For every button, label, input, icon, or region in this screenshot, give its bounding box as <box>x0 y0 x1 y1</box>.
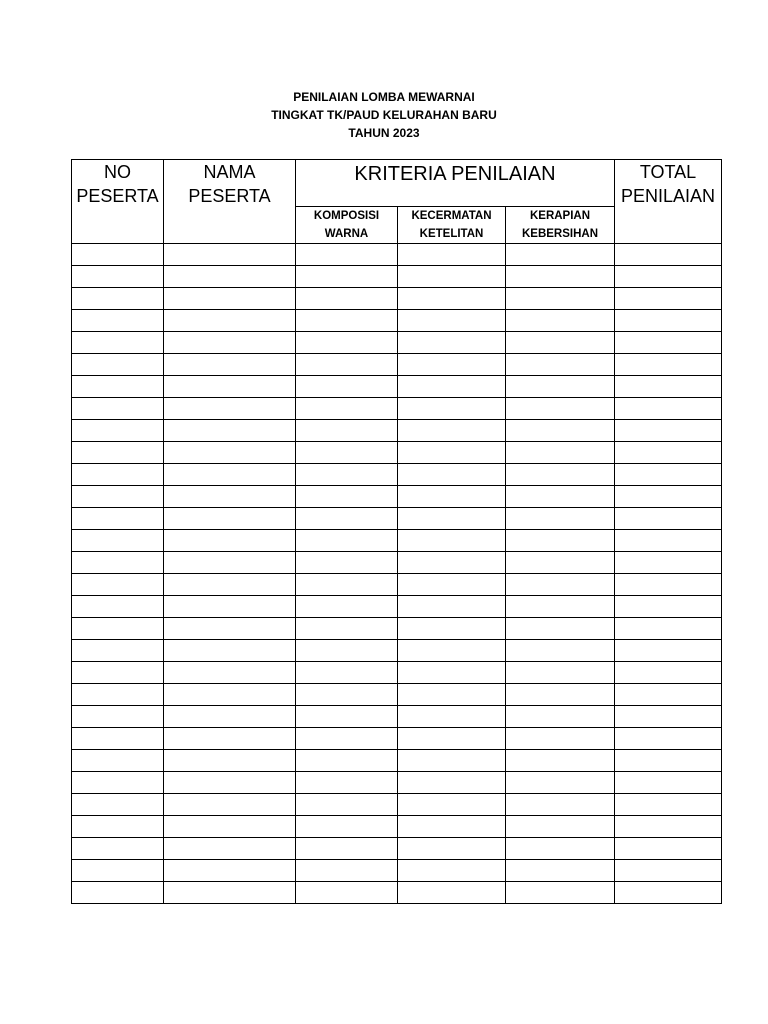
table-row <box>72 332 722 354</box>
cell-nama-peserta[interactable] <box>164 530 296 552</box>
table-row <box>72 442 722 464</box>
table-row <box>72 508 722 530</box>
cell-kecermatan-ketelitan[interactable] <box>398 420 506 442</box>
cell-kerapian-kebersihan[interactable] <box>506 750 615 772</box>
cell-total-penilaian[interactable] <box>615 574 722 596</box>
cell-komposisi-warna[interactable] <box>296 640 398 662</box>
cell-kerapian-kebersihan[interactable] <box>506 816 615 838</box>
cell-no-peserta[interactable] <box>72 838 164 860</box>
cell-kecermatan-ketelitan[interactable] <box>398 684 506 706</box>
cell-nama-peserta[interactable] <box>164 772 296 794</box>
cell-kecermatan-ketelitan[interactable] <box>398 816 506 838</box>
cell-total-penilaian[interactable] <box>615 706 722 728</box>
cell-kecermatan-ketelitan[interactable] <box>398 750 506 772</box>
cell-komposisi-warna[interactable] <box>296 596 398 618</box>
cell-kecermatan-ketelitan[interactable] <box>398 530 506 552</box>
header-kriteria-penilaian: KRITERIA PENILAIAN <box>296 160 615 207</box>
table-row <box>72 398 722 420</box>
table-row <box>72 596 722 618</box>
cell-total-penilaian[interactable] <box>615 728 722 750</box>
cell-no-peserta[interactable] <box>72 420 164 442</box>
cell-total-penilaian[interactable] <box>615 310 722 332</box>
cell-kerapian-kebersihan[interactable] <box>506 662 615 684</box>
cell-total-penilaian[interactable] <box>615 684 722 706</box>
cell-kecermatan-ketelitan[interactable] <box>398 332 506 354</box>
cell-komposisi-warna[interactable] <box>296 332 398 354</box>
cell-total-penilaian[interactable] <box>615 530 722 552</box>
cell-kerapian-kebersihan[interactable] <box>506 310 615 332</box>
cell-kecermatan-ketelitan[interactable] <box>398 552 506 574</box>
cell-no-peserta[interactable] <box>72 596 164 618</box>
cell-kerapian-kebersihan[interactable] <box>506 398 615 420</box>
cell-no-peserta[interactable] <box>72 640 164 662</box>
cell-komposisi-warna[interactable] <box>296 816 398 838</box>
cell-komposisi-warna[interactable] <box>296 266 398 288</box>
cell-kecermatan-ketelitan[interactable] <box>398 838 506 860</box>
header-nama-line2: PESERTA <box>188 186 271 206</box>
table-row <box>72 376 722 398</box>
document-title: PENILAIAN LOMBA MEWARNAI <box>293 90 475 104</box>
cell-kecermatan-ketelitan[interactable] <box>398 882 506 904</box>
cell-nama-peserta[interactable] <box>164 508 296 530</box>
criteria-label-line1: KOMPOSISI <box>313 210 380 222</box>
document-header <box>0 88 768 142</box>
cell-total-penilaian[interactable] <box>615 750 722 772</box>
criteria-komposisi-warna <box>296 207 398 244</box>
cell-kerapian-kebersihan[interactable] <box>506 332 615 354</box>
cell-komposisi-warna[interactable] <box>296 508 398 530</box>
cell-kerapian-kebersihan[interactable] <box>506 706 615 728</box>
cell-no-peserta[interactable] <box>72 376 164 398</box>
cell-kerapian-kebersihan[interactable] <box>506 838 615 860</box>
cell-nama-peserta[interactable] <box>164 376 296 398</box>
cell-kerapian-kebersihan[interactable] <box>506 266 615 288</box>
table-row <box>72 420 722 442</box>
cell-kecermatan-ketelitan[interactable] <box>398 310 506 332</box>
cell-nama-peserta[interactable] <box>164 860 296 882</box>
cell-komposisi-warna[interactable] <box>296 728 398 750</box>
cell-kecermatan-ketelitan[interactable] <box>398 464 506 486</box>
cell-nama-peserta[interactable] <box>164 288 296 310</box>
table-row <box>72 266 722 288</box>
cell-nama-peserta[interactable] <box>164 486 296 508</box>
cell-kecermatan-ketelitan[interactable] <box>398 772 506 794</box>
cell-komposisi-warna[interactable] <box>296 750 398 772</box>
cell-no-peserta[interactable] <box>72 772 164 794</box>
cell-total-penilaian[interactable] <box>615 288 722 310</box>
cell-komposisi-warna[interactable] <box>296 244 398 266</box>
criteria-label-line2: KEBERSIHAN <box>521 228 599 240</box>
cell-total-penilaian[interactable] <box>615 860 722 882</box>
cell-kerapian-kebersihan[interactable] <box>506 420 615 442</box>
cell-no-peserta[interactable] <box>72 662 164 684</box>
cell-nama-peserta[interactable] <box>164 750 296 772</box>
cell-komposisi-warna[interactable] <box>296 860 398 882</box>
cell-nama-peserta[interactable] <box>164 662 296 684</box>
cell-no-peserta[interactable] <box>72 442 164 464</box>
cell-no-peserta[interactable] <box>72 288 164 310</box>
cell-kerapian-kebersihan[interactable] <box>506 618 615 640</box>
cell-kecermatan-ketelitan[interactable] <box>398 640 506 662</box>
table-body <box>72 244 722 904</box>
cell-kerapian-kebersihan[interactable] <box>506 684 615 706</box>
cell-kerapian-kebersihan[interactable] <box>506 354 615 376</box>
cell-total-penilaian[interactable] <box>615 640 722 662</box>
cell-nama-peserta[interactable] <box>164 464 296 486</box>
cell-nama-peserta[interactable] <box>164 882 296 904</box>
cell-komposisi-warna[interactable] <box>296 420 398 442</box>
cell-kecermatan-ketelitan[interactable] <box>398 288 506 310</box>
cell-kecermatan-ketelitan[interactable] <box>398 266 506 288</box>
cell-nama-peserta[interactable] <box>164 354 296 376</box>
cell-kecermatan-ketelitan[interactable] <box>398 728 506 750</box>
cell-no-peserta[interactable] <box>72 354 164 376</box>
cell-nama-peserta[interactable] <box>164 398 296 420</box>
cell-kerapian-kebersihan[interactable] <box>506 794 615 816</box>
cell-total-penilaian[interactable] <box>615 662 722 684</box>
cell-nama-peserta[interactable] <box>164 838 296 860</box>
cell-no-peserta[interactable] <box>72 508 164 530</box>
cell-total-penilaian[interactable] <box>615 398 722 420</box>
table-row <box>72 244 722 266</box>
cell-kecermatan-ketelitan[interactable] <box>398 794 506 816</box>
table-row <box>72 750 722 772</box>
cell-no-peserta[interactable] <box>72 860 164 882</box>
score-table <box>71 159 722 904</box>
cell-total-penilaian[interactable] <box>615 772 722 794</box>
table-row <box>72 838 722 860</box>
criteria-kerapian-kebersihan <box>506 207 615 244</box>
cell-no-peserta[interactable] <box>72 684 164 706</box>
cell-nama-peserta[interactable] <box>164 442 296 464</box>
cell-komposisi-warna[interactable] <box>296 354 398 376</box>
cell-no-peserta[interactable] <box>72 244 164 266</box>
cell-kerapian-kebersihan[interactable] <box>506 508 615 530</box>
cell-no-peserta[interactable] <box>72 398 164 420</box>
cell-komposisi-warna[interactable] <box>296 574 398 596</box>
cell-kecermatan-ketelitan[interactable] <box>398 376 506 398</box>
cell-nama-peserta[interactable] <box>164 266 296 288</box>
cell-total-penilaian[interactable] <box>615 618 722 640</box>
cell-kerapian-kebersihan[interactable] <box>506 442 615 464</box>
cell-kecermatan-ketelitan[interactable] <box>398 398 506 420</box>
cell-kerapian-kebersihan[interactable] <box>506 860 615 882</box>
header-nama-line1: NAMA <box>203 162 256 182</box>
cell-no-peserta[interactable] <box>72 618 164 640</box>
cell-total-penilaian[interactable] <box>615 442 722 464</box>
header-no-peserta <box>72 160 164 244</box>
cell-total-penilaian[interactable] <box>615 816 722 838</box>
cell-total-penilaian[interactable] <box>615 376 722 398</box>
cell-nama-peserta[interactable] <box>164 574 296 596</box>
cell-no-peserta[interactable] <box>72 530 164 552</box>
cell-komposisi-warna[interactable] <box>296 310 398 332</box>
criteria-kecermatan-ketelitan <box>398 207 506 244</box>
cell-kerapian-kebersihan[interactable] <box>506 574 615 596</box>
cell-kerapian-kebersihan[interactable] <box>506 882 615 904</box>
table-row <box>72 574 722 596</box>
cell-total-penilaian[interactable] <box>615 882 722 904</box>
table-row <box>72 288 722 310</box>
cell-kerapian-kebersihan[interactable] <box>506 486 615 508</box>
cell-kerapian-kebersihan[interactable] <box>506 464 615 486</box>
cell-no-peserta[interactable] <box>72 552 164 574</box>
table-row <box>72 794 722 816</box>
cell-no-peserta[interactable] <box>72 464 164 486</box>
cell-nama-peserta[interactable] <box>164 420 296 442</box>
cell-total-penilaian[interactable] <box>615 838 722 860</box>
cell-total-penilaian[interactable] <box>615 420 722 442</box>
cell-kecermatan-ketelitan[interactable] <box>398 574 506 596</box>
cell-komposisi-warna[interactable] <box>296 464 398 486</box>
cell-nama-peserta[interactable] <box>164 684 296 706</box>
cell-nama-peserta[interactable] <box>164 552 296 574</box>
cell-kerapian-kebersihan[interactable] <box>506 772 615 794</box>
cell-total-penilaian[interactable] <box>615 508 722 530</box>
cell-kecermatan-ketelitan[interactable] <box>398 618 506 640</box>
cell-nama-peserta[interactable] <box>164 640 296 662</box>
header-total-line1: TOTAL <box>639 162 697 182</box>
cell-komposisi-warna[interactable] <box>296 706 398 728</box>
cell-kerapian-kebersihan[interactable] <box>506 640 615 662</box>
cell-kecermatan-ketelitan[interactable] <box>398 596 506 618</box>
cell-no-peserta[interactable] <box>72 486 164 508</box>
cell-total-penilaian[interactable] <box>615 464 722 486</box>
cell-no-peserta[interactable] <box>72 574 164 596</box>
cell-nama-peserta[interactable] <box>164 794 296 816</box>
cell-total-penilaian[interactable] <box>615 486 722 508</box>
table-row <box>72 618 722 640</box>
header-nama-peserta <box>164 160 296 244</box>
cell-total-penilaian[interactable] <box>615 354 722 376</box>
table-row <box>72 310 722 332</box>
cell-kecermatan-ketelitan[interactable] <box>398 442 506 464</box>
cell-total-penilaian[interactable] <box>615 332 722 354</box>
cell-komposisi-warna[interactable] <box>296 398 398 420</box>
document-year: TAHUN 2023 <box>348 126 420 140</box>
cell-komposisi-warna[interactable] <box>296 772 398 794</box>
table-row <box>72 464 722 486</box>
table-row <box>72 860 722 882</box>
table-row <box>72 662 722 684</box>
table-row <box>72 882 722 904</box>
cell-kecermatan-ketelitan[interactable] <box>398 860 506 882</box>
cell-total-penilaian[interactable] <box>615 552 722 574</box>
cell-no-peserta[interactable] <box>72 332 164 354</box>
cell-total-penilaian[interactable] <box>615 244 722 266</box>
cell-komposisi-warna[interactable] <box>296 662 398 684</box>
cell-nama-peserta[interactable] <box>164 618 296 640</box>
table-row <box>72 728 722 750</box>
table-row <box>72 640 722 662</box>
table-row <box>72 772 722 794</box>
cell-no-peserta[interactable] <box>72 794 164 816</box>
criteria-label-line1: KECERMATAN <box>411 210 492 222</box>
cell-no-peserta[interactable] <box>72 816 164 838</box>
table-header-row <box>72 160 722 207</box>
document-subtitle: TINGKAT TK/PAUD KELURAHAN BARU <box>271 108 497 122</box>
cell-kerapian-kebersihan[interactable] <box>506 728 615 750</box>
cell-kerapian-kebersihan[interactable] <box>506 288 615 310</box>
header-total-line2: PENILAIAN <box>620 186 716 206</box>
cell-nama-peserta[interactable] <box>164 816 296 838</box>
cell-kecermatan-ketelitan[interactable] <box>398 486 506 508</box>
cell-nama-peserta[interactable] <box>164 310 296 332</box>
cell-komposisi-warna[interactable] <box>296 882 398 904</box>
cell-komposisi-warna[interactable] <box>296 530 398 552</box>
cell-no-peserta[interactable] <box>72 310 164 332</box>
cell-no-peserta[interactable] <box>72 266 164 288</box>
header-no-line1: NO <box>104 162 131 182</box>
cell-nama-peserta[interactable] <box>164 244 296 266</box>
cell-kerapian-kebersihan[interactable] <box>506 596 615 618</box>
cell-komposisi-warna[interactable] <box>296 552 398 574</box>
cell-nama-peserta[interactable] <box>164 596 296 618</box>
table-row <box>72 816 722 838</box>
cell-nama-peserta[interactable] <box>164 332 296 354</box>
table-row <box>72 486 722 508</box>
cell-no-peserta[interactable] <box>72 728 164 750</box>
cell-kerapian-kebersihan[interactable] <box>506 376 615 398</box>
cell-no-peserta[interactable] <box>72 706 164 728</box>
table-row <box>72 706 722 728</box>
cell-komposisi-warna[interactable] <box>296 442 398 464</box>
cell-kecermatan-ketelitan[interactable] <box>398 244 506 266</box>
cell-kecermatan-ketelitan[interactable] <box>398 508 506 530</box>
criteria-label-line2: WARNA <box>324 228 369 240</box>
header-total-penilaian <box>615 160 722 244</box>
cell-nama-peserta[interactable] <box>164 728 296 750</box>
cell-total-penilaian[interactable] <box>615 794 722 816</box>
cell-nama-peserta[interactable] <box>164 706 296 728</box>
table-row <box>72 684 722 706</box>
table-row <box>72 354 722 376</box>
cell-no-peserta[interactable] <box>72 750 164 772</box>
cell-kerapian-kebersihan[interactable] <box>506 530 615 552</box>
cell-komposisi-warna[interactable] <box>296 838 398 860</box>
cell-komposisi-warna[interactable] <box>296 618 398 640</box>
cell-kerapian-kebersihan[interactable] <box>506 244 615 266</box>
cell-total-penilaian[interactable] <box>615 266 722 288</box>
cell-komposisi-warna[interactable] <box>296 288 398 310</box>
cell-kecermatan-ketelitan[interactable] <box>398 662 506 684</box>
header-no-line2: PESERTA <box>76 186 159 206</box>
table-row <box>72 530 722 552</box>
cell-kerapian-kebersihan[interactable] <box>506 552 615 574</box>
cell-total-penilaian[interactable] <box>615 596 722 618</box>
table-row <box>72 552 722 574</box>
cell-komposisi-warna[interactable] <box>296 684 398 706</box>
cell-no-peserta[interactable] <box>72 882 164 904</box>
cell-komposisi-warna[interactable] <box>296 794 398 816</box>
criteria-label-line2: KETELITAN <box>419 228 484 240</box>
criteria-label-line1: KERAPIAN <box>529 210 591 222</box>
cell-kecermatan-ketelitan[interactable] <box>398 706 506 728</box>
cell-komposisi-warna[interactable] <box>296 376 398 398</box>
cell-kecermatan-ketelitan[interactable] <box>398 354 506 376</box>
cell-komposisi-warna[interactable] <box>296 486 398 508</box>
